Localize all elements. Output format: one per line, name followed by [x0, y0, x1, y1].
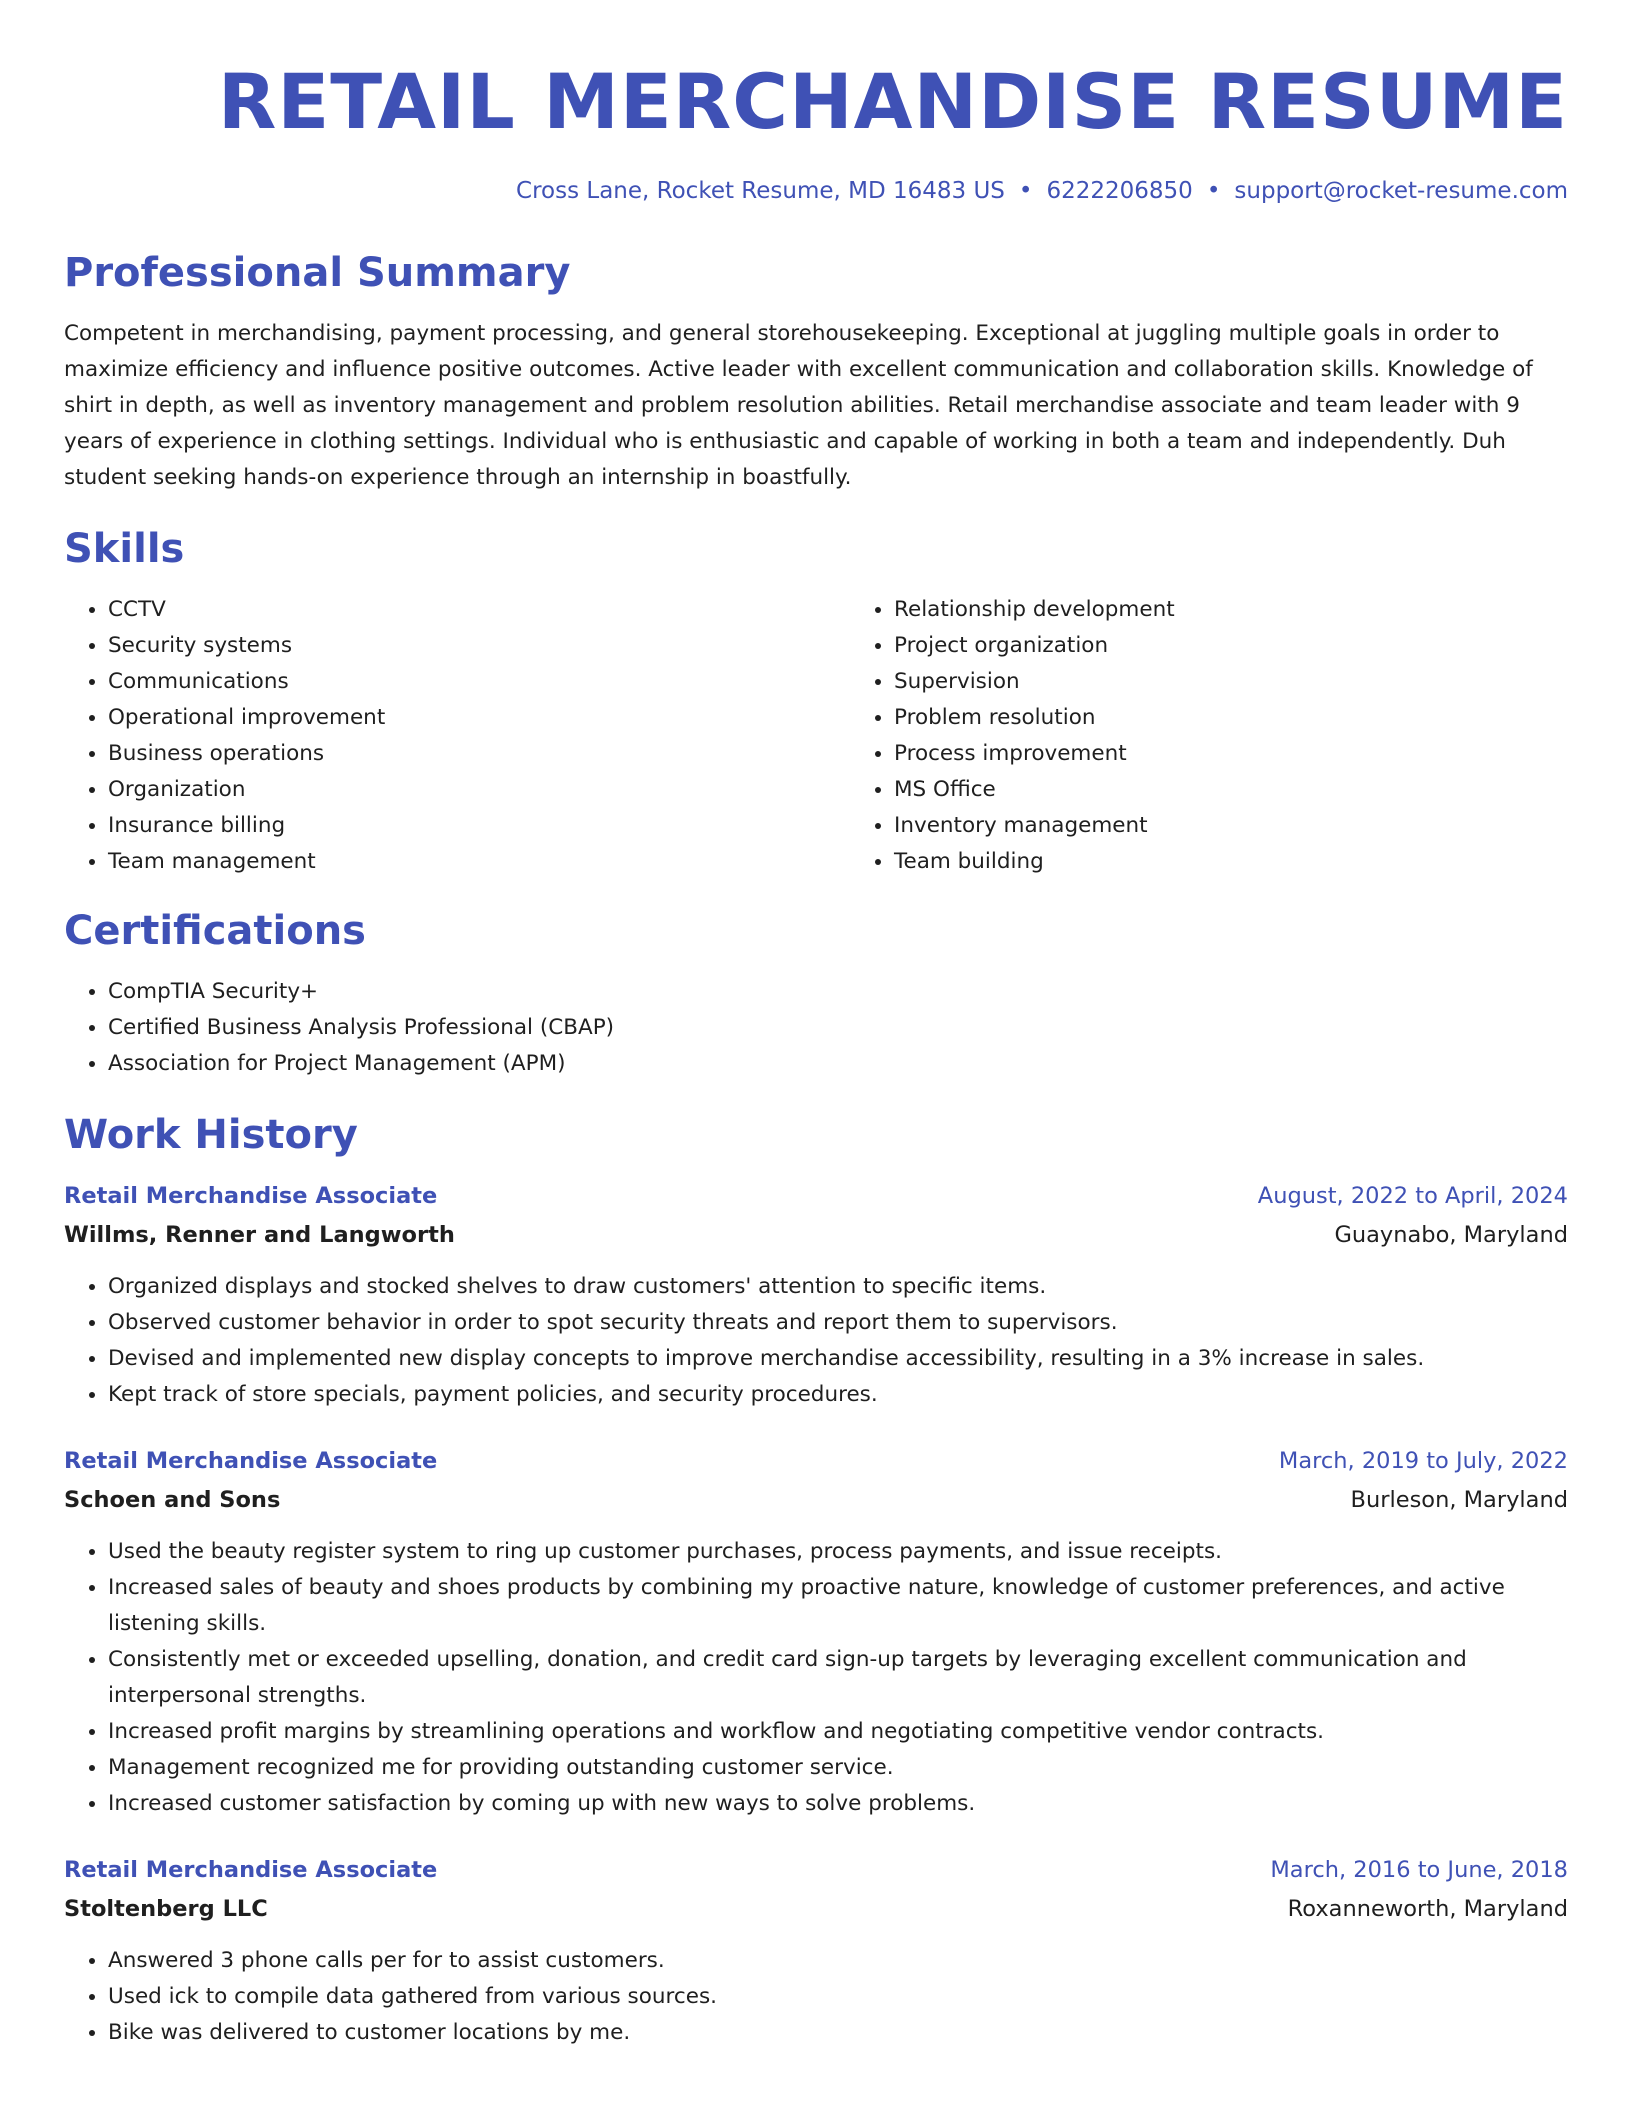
skill-item: • Team management [108, 844, 850, 880]
job-header [64, 1178, 1568, 1214]
job-bullet: • Devised and implemented new display concepts to improve merchandise accessibility, resulting in a 3% increase in sales. [108, 1341, 1568, 1377]
contact-phone: 6222206850 [1046, 178, 1193, 204]
skill-item: • Security systems [108, 628, 850, 664]
job-entry [64, 1852, 1568, 2051]
job-bullet: • Increased sales of beauty and shoes products by combining my proactive nature, knowledge of customer preferences, and active listening skills. [108, 1570, 1568, 1642]
skill-item: • Relationship development [894, 592, 1632, 628]
job-bullet: • Used the beauty register system to ring up customer purchases, process payments, and issue receipts. [108, 1534, 1568, 1570]
job-entry [64, 1178, 1568, 1413]
section-title-skills: Skills [64, 526, 185, 572]
skill-item: • Inventory management [894, 808, 1632, 844]
job-location: Burleson, Maryland [1350, 1487, 1568, 1513]
skill-item: • Process improvement [894, 736, 1632, 772]
job-title: Retail Merchandise Associate [64, 1857, 438, 1883]
section-title-certifications: Certifications [64, 908, 366, 954]
contact-separator: • [1206, 178, 1221, 204]
job-bullet: • Bike was delivered to customer locations by me. [108, 2015, 1568, 2051]
contact-address: Cross Lane, Rocket Resume, MD 16483 US [516, 178, 1005, 204]
job-bullets [64, 1269, 1568, 1413]
certification-item: • Association for Project Management (APM) [108, 1046, 1568, 1082]
job-dates: March, 2019 to July, 2022 [1278, 1448, 1568, 1474]
job-location: Guaynabo, Maryland [1334, 1222, 1568, 1248]
contact-email: support@rocket-resume.com [1234, 178, 1568, 204]
skill-item: • Team building [894, 844, 1632, 880]
certifications-list [64, 974, 1568, 1082]
skill-item: • CCTV [108, 592, 850, 628]
skill-item: • Insurance billing [108, 808, 850, 844]
job-bullet: • Increased profit margins by streamlining operations and workflow and negotiating competitive vendor contracts. [108, 1714, 1568, 1750]
job-bullet: • Used ick to compile data gathered from various sources. [108, 1979, 1568, 2015]
resume-title: RETAIL MERCHANDISE RESUME [217, 57, 1568, 146]
job-header [64, 1443, 1568, 1479]
skill-item: • MS Office [894, 772, 1632, 808]
skill-item: • Supervision [894, 664, 1632, 700]
job-header [64, 1852, 1568, 1888]
skills-list-right [850, 592, 1632, 880]
job-title: Retail Merchandise Associate [64, 1183, 438, 1209]
job-bullets [64, 1534, 1568, 1822]
job-subheader [64, 1214, 1568, 1253]
skill-item: • Problem resolution [894, 700, 1632, 736]
job-bullet: • Increased customer satisfaction by coming up with new ways to solve problems. [108, 1786, 1568, 1822]
certification-item: • CompTIA Security+ [108, 974, 1568, 1010]
section-title-summary: Professional Summary [64, 250, 571, 296]
job-location: Roxanneworth, Maryland [1287, 1896, 1568, 1922]
job-bullet: • Kept track of store specials, payment policies, and security procedures. [108, 1377, 1568, 1413]
job-bullet: • Consistently met or exceeded upselling, donation, and credit card sign-up targets by leveraging excellent communication and interpersonal strengths. [108, 1642, 1568, 1714]
job-dates: March, 2016 to June, 2018 [1270, 1857, 1568, 1883]
job-bullet: • Observed customer behavior in order to spot security threats and report them to supervisors. [108, 1305, 1568, 1341]
skills-columns [64, 592, 1568, 880]
job-bullet: • Management recognized me for providing outstanding customer service. [108, 1750, 1568, 1786]
skills-list-left [64, 592, 850, 880]
contact-line [64, 176, 1568, 206]
job-title: Retail Merchandise Associate [64, 1448, 438, 1474]
skill-item: • Project organization [894, 628, 1632, 664]
job-company: Schoen and Sons [64, 1487, 281, 1513]
job-company: Willms, Renner and Langworth [64, 1222, 455, 1248]
job-dates: August, 2022 to April, 2024 [1257, 1183, 1568, 1209]
skill-item: • Operational improvement [108, 700, 850, 736]
job-subheader [64, 1888, 1568, 1927]
job-bullet: • Answered 3 phone calls per for to assist customers. [108, 1943, 1568, 1979]
skill-item: • Communications [108, 664, 850, 700]
summary-text: Competent in merchandising, payment processing, and general storehousekeeping. Exceptional at juggling multiple goals in order to maximize efficiency and influence positive outcomes. Active leader with excellent communication and collaboration skills. Knowledge of shirt in depth, as well as inventory management and problem resolution abilities. Retail merchandise associate and team leader with 9 years of experience in clothing settings. Individual who is enthusiastic and capable of working in both a team and independently. Duh student seeking hands-on experience through an internship in boastfully. [64, 321, 1533, 490]
skill-item: • Business operations [108, 736, 850, 772]
job-bullet: • Organized displays and stocked shelves to draw customers' attention to specific items. [108, 1269, 1568, 1305]
job-company: Stoltenberg LLC [64, 1896, 268, 1922]
section-title-work-history: Work History [64, 1112, 358, 1158]
job-bullets [64, 1943, 1568, 2051]
job-subheader [64, 1479, 1568, 1518]
job-entry [64, 1443, 1568, 1822]
certification-item: • Certified Business Analysis Professional (CBAP) [108, 1010, 1568, 1046]
contact-separator: • [1018, 178, 1033, 204]
skill-item: • Organization [108, 772, 850, 808]
